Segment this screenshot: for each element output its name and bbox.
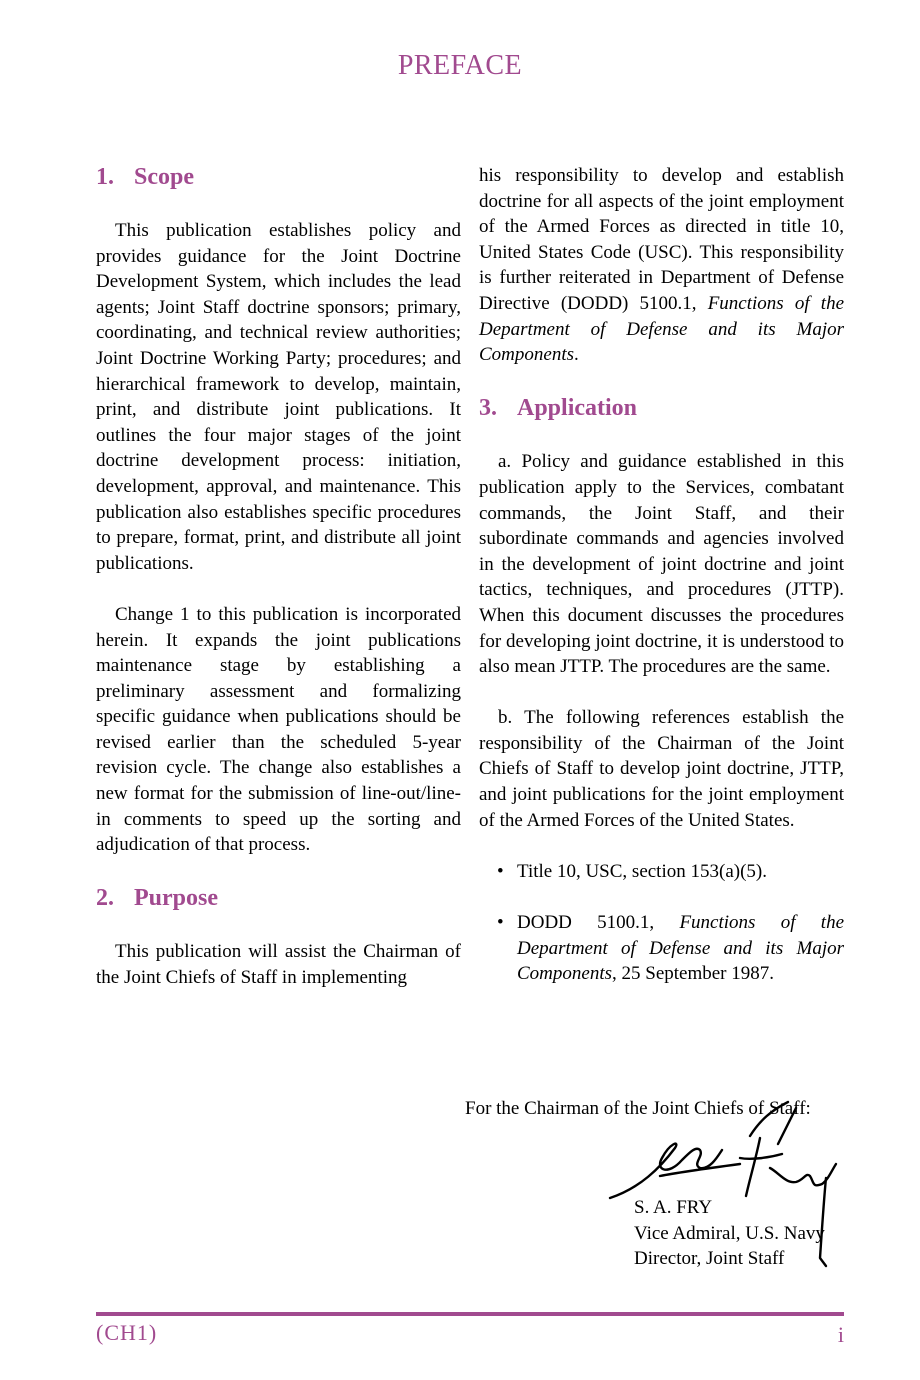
footer-change-label: (CH1) [96,1320,158,1345]
purpose-title: Purpose [134,885,218,912]
bullet-mark: • [497,912,504,934]
signature-intro: For the Chairman of the Joint Chiefs of Staff: [465,1098,811,1119]
list-item [479,859,844,885]
purpose-heading [96,883,461,913]
bullet-text: Title 10, USC, section 153(a)(5). [517,860,767,882]
purpose-cont-text: his responsibility to develop and establish doctrine for all aspects of the joint employment of the Armed Forces as directed in title 10, United States Code (USC). This responsibility is further reiterated in Department of Defense Directive (DODD) 5100.1, [479,165,844,314]
signatory-lines [634,1195,825,1272]
bullet-mark: • [497,860,504,882]
scope-paragraph-2: Change 1 to this publication is incorporated herein. It expands the joint publications maintenance stage by establishing a preliminary assessment and formalizing specific guidance when publications should be revised earlier than the scheduled 5-year revision cycle. The change also establishes a new format for the submission of line-out/line-in comments to speed up the sorting and adjudication of that process. [96,603,461,856]
scope-heading [96,162,461,192]
purpose-paragraph-start: This publication will assist the Chairman of the Joint Chiefs of Staff in implementing [96,941,461,989]
list-item [479,910,844,987]
application-title: Application [517,395,638,422]
purpose-number: 2. [96,885,114,912]
application-heading [479,393,844,423]
purpose-paragraph-continued [479,163,844,368]
right-column [479,163,844,1012]
purpose-cont-end: . [574,344,579,366]
scope-number: 1. [96,164,114,190]
application-paragraph-b: b. The following references establish the responsibility of the Chairman of the Joint Chiefs of Staff to develop joint doctrine, JTTP, and joint publications for the joint employment of the Armed Forces of the United States. [479,707,844,831]
footer-rule [96,1312,844,1316]
purpose-cont-italic: Functions of the Department of Defense and its Major Components [479,292,844,366]
bullet-text-italic: Functions of the Department of Defense and its Major Components [517,912,844,985]
reference-list [479,859,844,987]
signatory-rank: Vice Admiral, U.S. Navy [634,1222,825,1244]
signatory-name: S. A. FRY [634,1197,713,1218]
page-title: PREFACE [397,50,523,81]
scope-title: Scope [134,164,194,190]
page-number: i [837,1322,844,1347]
bullet-text-start: DODD 5100.1, [517,912,680,934]
signatory-title: Director, Joint Staff [634,1248,785,1270]
bullet-text-end: , 25 September 1987. [612,963,775,985]
scope-paragraph-1: This publication establishes policy and provides guidance for the Joint Doctrine Development System, which includes the lead agents; Joint Staff doctrine sponsors; primary, coordinating, and technical review authorities; Joint Doctrine Working Party; procedures; and hierarchical framework to develop, maintain, print, and distribute joint publications. It outlines the four major stages of the joint doctrine development process: initiation, development, approval, and maintenance. This publication also establishes specific procedures to prepare, format, print, and distribute all joint publications. [96,220,461,574]
application-number: 3. [479,395,497,422]
left-column [96,162,461,1016]
application-paragraph-a: a. Policy and guidance established in this publication apply to the Services, combatant commands, the Joint Staff, and their subordinate commands and agencies involved in the development of joint doctrine and joint tactics, techniques, and procedures (JTTP). When this document discusses the procedures for developing joint doctrine, it is understood to also mean JTTP. The procedures are the same. [479,451,844,678]
